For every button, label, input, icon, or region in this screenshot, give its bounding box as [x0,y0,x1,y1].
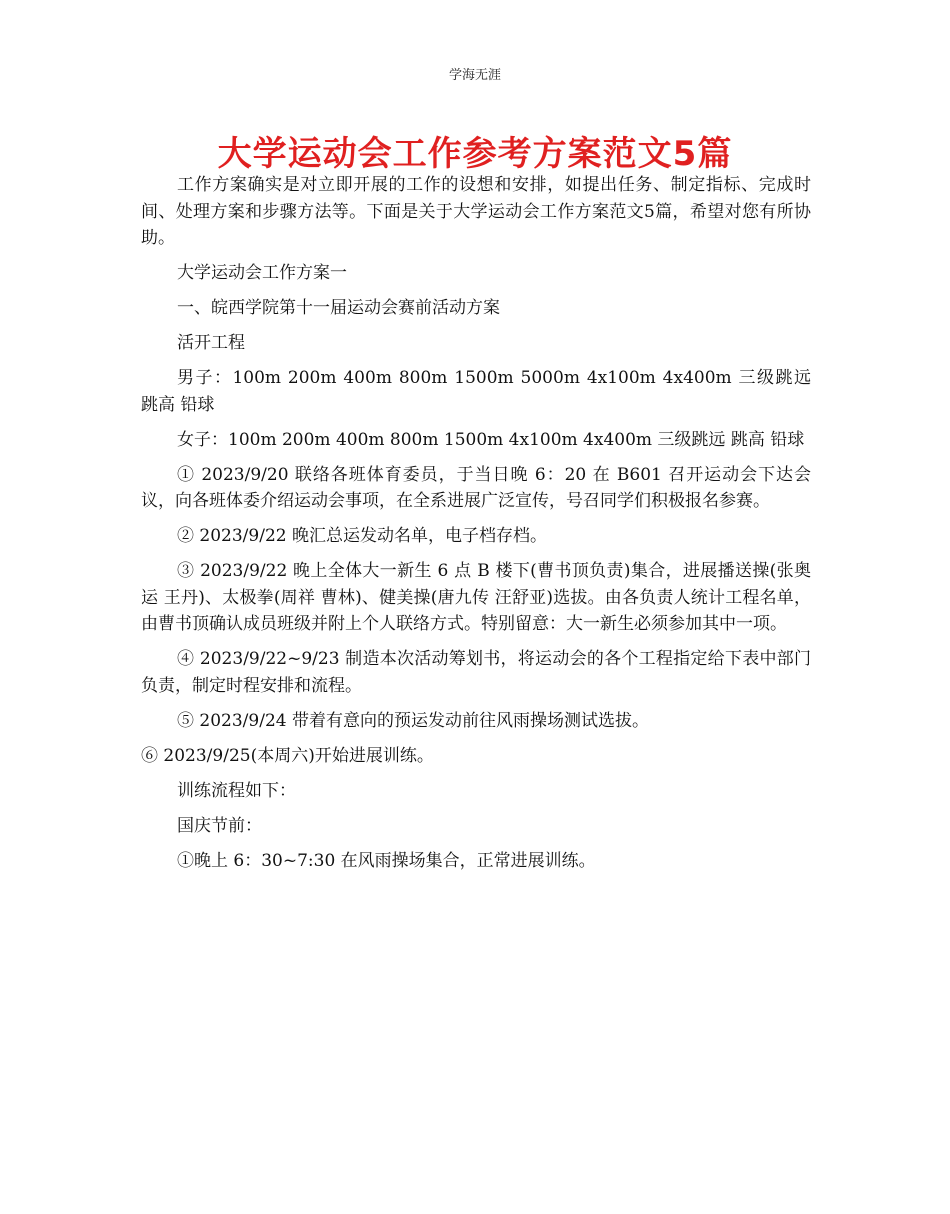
section-heading: 大学运动会工作方案一 [177,263,347,284]
paragraph: 女子：100m 200m 400m 800m 1500m 4x100m 4x400m 三级跳远 跳高 铅球 [177,429,805,450]
paragraph: ② 2023/9/22 晚汇总运发动名单，电子档存档。 [177,526,547,547]
paragraph: ③ 2023/9/22 晚上全体大一新生 6 点 B 楼下(曹书顶负责)集合，进展播送操(张奥运 王丹)、太极拳(周祥 曹林)、健美操(唐九传 汪舒亚)选拔。由各负责人统计工程名单，由曹书顶确认成员班级并附上个人联络方式。特别留意：大一新生必须参加其中一项。 [141,561,811,635]
paragraph: 国庆节前： [177,815,262,836]
intro-paragraph: 工作方案确实是对立即开展的工作的设想和安排，如提出任务、制定指标、完成时间、处理方案和步骤方法等。下面是关于大学运动会工作方案范文5篇，希望对您有所协助。 [141,175,811,249]
paragraph: ① 2023/9/20 联络各班体育委员，于当日晚 6：20 在 B601 召开运动会下达会议，向各班体委介绍运动会事项，在全系进展广泛宣传，号召同学们积极报名参赛。 [141,464,811,512]
document-body [141,172,811,883]
subsection-heading: 一、皖西学院第十一届运动会赛前活动方案 [177,298,500,319]
paragraph: 活开工程 [177,333,245,354]
paragraph: ④ 2023/9/22~9/23 制造本次活动筹划书，将运动会的各个工程指定给下表中部门负责，制定时程安排和流程。 [141,649,811,697]
document-title: 大学运动会工作参考方案范文5篇 [217,134,733,174]
paragraph: ⑤ 2023/9/24 带着有意向的预运发动前往风雨操场测试选拔。 [177,711,649,731]
page-header: 学海无涯 [448,68,501,83]
paragraph: ①晚上 6：30~7:30 在风雨操场集合，正常进展训练。 [177,850,596,871]
paragraph: ⑥ 2023/9/25(本周六)开始进展训练。 [141,745,434,766]
paragraph: 男子：100m 200m 400m 800m 1500m 5000m 4x100m 4x400m 三级跳远 跳高 铅球 [141,368,811,415]
paragraph: 训练流程如下： [177,780,296,801]
